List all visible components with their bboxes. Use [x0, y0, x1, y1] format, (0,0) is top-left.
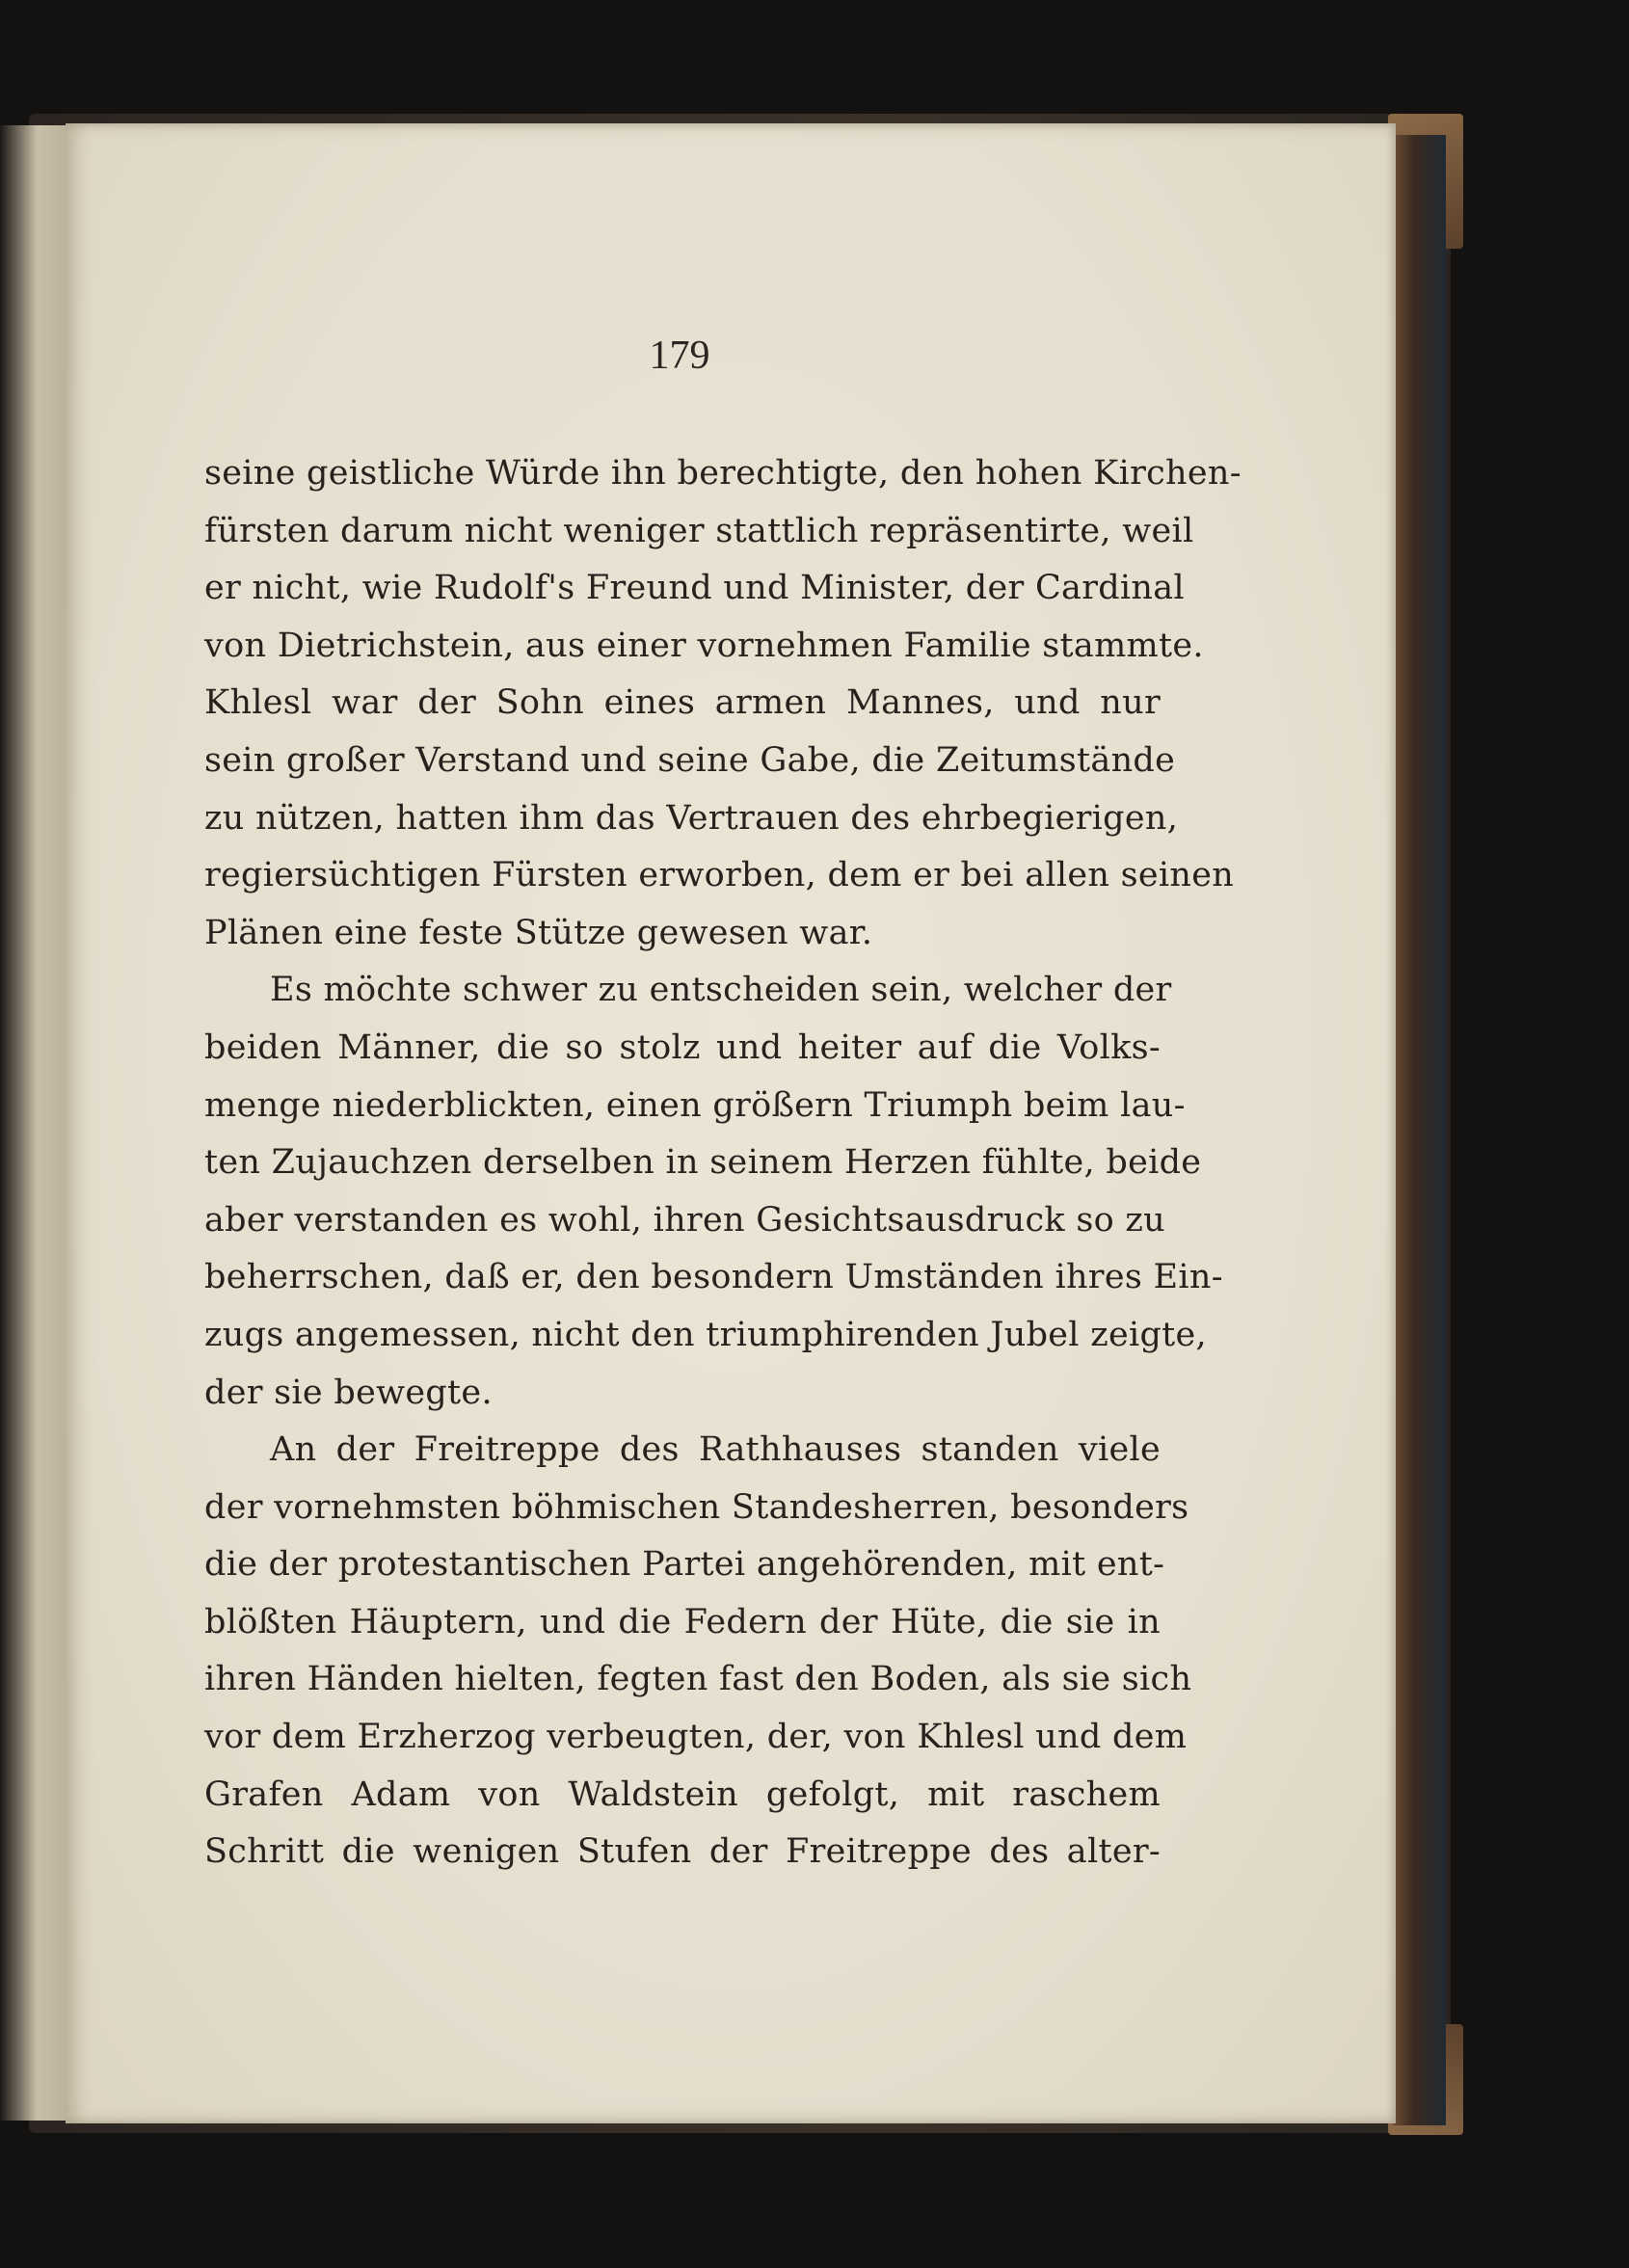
text-line: er nicht, wie Rudolf's Freund und Minister, der Cardinal: [204, 569, 1185, 608]
page-number: 179: [649, 334, 710, 378]
text-line: der sie bewegte.: [204, 1373, 493, 1412]
left-page-edge: [0, 125, 67, 2121]
text-line: Grafen Adam von Waldstein gefolgt, mit raschem: [204, 1774, 1161, 1814]
text-line: zugs angemessen, nicht den triumphirenden Jubel zeigte,: [204, 1315, 1207, 1354]
text-line: vor dem Erzherzog verbeugten, der, von Khlesl und dem: [204, 1718, 1188, 1757]
text-line: Schritt die wenigen Stufen der Freitreppe des alter-: [204, 1832, 1161, 1872]
text-line: die der protestantischen Partei angehörenden, mit ent-: [204, 1545, 1165, 1585]
text-line: seine geistliche Würde ihn berechtigte, den hohen Kirchen-: [204, 454, 1242, 493]
text-line: An der Freitreppe des Rathhauses standen viele: [270, 1430, 1161, 1470]
text-line: der vornehmsten böhmischen Standesherren, besonders: [204, 1487, 1189, 1527]
text-line: aber verstanden es wohl, ihren Gesichtsausdruck so zu: [204, 1200, 1165, 1240]
text-line: menge niederblickten, einen größern Triumph beim lau-: [204, 1085, 1186, 1125]
cover-edge-right: [1393, 135, 1446, 2125]
text-line: von Dietrichstein, aus einer vornehmen Familie stammte.: [204, 626, 1204, 665]
text-line: regiersüchtigen Fürsten erworben, dem er bei allen seinen: [204, 856, 1235, 895]
text-line: fürsten darum nicht weniger stattlich repräsentirte, weil: [204, 511, 1194, 550]
text-line: zu nützen, hatten ihm das Vertrauen des ehrbegierigen,: [204, 798, 1179, 838]
page-text: [204, 445, 1242, 1881]
text-line: ten Zujauchzen derselben in seinem Herzen fühlte, beide: [204, 1143, 1202, 1183]
text-line: Es möchte schwer zu entscheiden sein, welcher der: [270, 971, 1172, 1010]
text-line: Khlesl war der Sohn eines armen Mannes, und nur: [204, 683, 1161, 723]
text-line: ihren Händen hielten, fegten fast den Boden, als sie sich: [204, 1660, 1192, 1699]
text-line: Plänen eine feste Stütze gewesen war.: [204, 913, 873, 952]
text-line: sein großer Verstand und seine Gabe, die Zeitumstände: [204, 740, 1176, 780]
text-line: beiden Männer, die so stolz und heiter auf die Volks-: [204, 1027, 1161, 1067]
text-line: blößten Häuptern, und die Federn der Hüte, die sie in: [204, 1602, 1161, 1641]
text-line: beherrschen, daß er, den besondern Umständen ihres Ein-: [204, 1258, 1223, 1297]
